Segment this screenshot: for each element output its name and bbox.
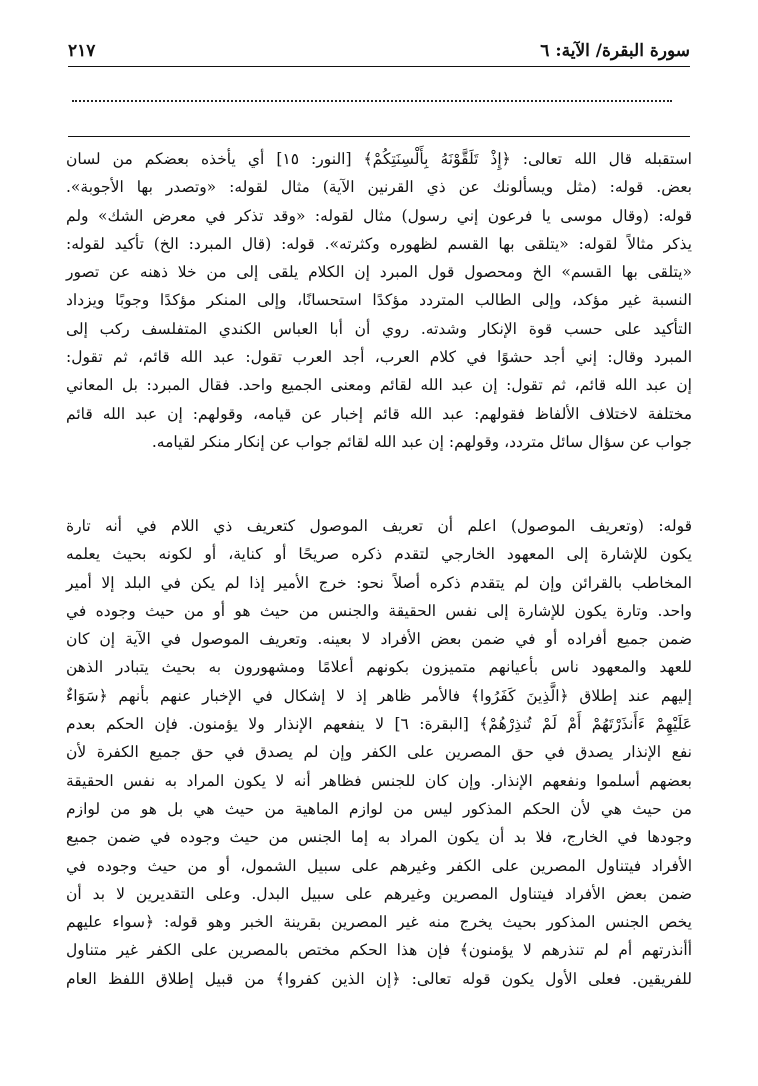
commentary-block-1 xyxy=(66,145,692,456)
text-line: عَلَيْهِمْ ءَأَنذَرْتَهُمْ أَمْ لَمْ تُنذِرْهُمْ﴾ [البقرة: ٦] لا ينفعهم الإنذار ولا يؤمنون. فإن الحكم بعدم xyxy=(66,715,692,734)
text-line: بعضهم أسلموا ونفعهم الإنذار. وإن كان للجنس فظاهر أنه لا يكون المراد به نفس الحقيقة xyxy=(66,771,692,790)
section-rule xyxy=(68,136,690,137)
text-line: الأفراد فيتناول المصرين على الكفر وغيرهم على سبيل الشمول، أو من حيث وجوده في xyxy=(66,856,692,875)
text-line: المبرد وقال: إني أجد حشوًا في كلام العرب، أجد العرب تقول: عبد الله قائم، ثم تقول: xyxy=(66,348,692,367)
text-line: قوله: (وقال موسى يا فرعون إني رسول) مثال لقوله: «وقد تذكر في معرض الشك» ولم xyxy=(66,206,692,225)
text-line: أأنذرتهم أم لم تنذرهم لا يؤمنون﴾ فإن هذا الحكم مختص بالمصرين على الكفر غير متناول xyxy=(66,941,692,960)
text-line: قوله: (وتعريف الموصول) اعلم أن تعريف الموصول كتعريف ذي اللام في أنه تارة xyxy=(66,517,692,535)
text-line: مختلفة لاختلاف الألفاظ فقولهم: عبد الله قائم إخبار عن قيامه، وقولهم: إن عبد الله قائم xyxy=(66,404,692,423)
text-line: يخص الجنس المذكور بحيث يخرج منه غير المصرين بقرينة الخبر وهو قوله: ﴿سواء عليهم xyxy=(66,913,692,932)
text-line: النسبة غير مؤكد، وإلى الطالب المتردد مؤكدًا استحسانًا، وإلى المنكر مؤكدًا وجوبًا ويزداد xyxy=(66,291,692,310)
text-line: واحد. وتارة يكون للإشارة إلى نفس الحقيقة والجنس من حيث هو أو من حيث وجوده في xyxy=(66,601,692,620)
text-line: جواب عن سؤال سائل متردد، وقولهم: إن عبد الله لقائم جواب عن إنكار منكر لقيامه. xyxy=(151,432,692,451)
running-title: سورة البقرة/ الآية: ٦ xyxy=(540,41,690,61)
text-line: المخاطب بالقرائن وإن لم يتقدم ذكره أصلاً نحو: خرج الأمير إذا لم يكن في البلد إلا أمير xyxy=(66,573,692,592)
text-line: يكون للإشارة إلى المعهود الخارجي لتقدم ذكره صريحًا أو كناية، أو لكونه بحيث يعلمه xyxy=(66,545,692,564)
header-rule xyxy=(68,66,690,67)
text-line: إن عبد الله قائم، ثم تقول: إن عبد الله لقائم ومعنى الجميع واحد. فقال المبرد: بل المعاني xyxy=(66,376,692,395)
text-line: للفريقين. فعلى الأول يكون قوله تعالى: ﴿إن الذين كفروا﴾ من قبيل إطلاق اللفظ العام xyxy=(66,969,692,988)
dotted-separator xyxy=(72,100,672,102)
page-number: ٢١٧ xyxy=(68,41,96,61)
text-line: إليهم عند إطلاق ﴿الَّذِينَ كَفَرُوا﴾ فالأمر ظاهر إذ لا إشكال في الإخبار عنهم بأنهم ﴿سَوَاءٌ xyxy=(66,686,692,705)
text-line: نفع الإنذار يصدق في حق المصرين على الكفر وإن لم يصدق في حق جميع الكفرة لأن xyxy=(66,743,692,762)
text-line: «يتلقى بها القسم» الخ ومحصول قول المبرد إن الكلام يلقى إلى من خلا ذهنه عن تصور xyxy=(66,263,692,282)
text-line: التأكيد على حسب قوة الإنكار وشدته. روي أن أبا العباس الكندي المتفلسف ركب إلى xyxy=(66,319,692,338)
text-line: استقبله قال الله تعالى: ﴿إِذْ تَلَقَّوْنَهُ بِأَلْسِنَتِكُمْ﴾ [النور: ١٥] أي يأخذه بعضكم من لسان xyxy=(66,150,692,168)
page-header xyxy=(68,36,690,66)
text-line: وجودها في الخارج، فلا بد أن يكون المراد به إما الجنس من حيث وجوده في ضمن جميع xyxy=(66,828,692,847)
text-line: للعهد والمعهود ناس بأعيانهم متميزون بكونهم أعلامًا ومشهورون به بحيث يتبادر الذهن xyxy=(66,658,692,677)
text-line: ضمن جميع أفراده أو في ضمن بعض الأفراد لا بعينه. وتعريف الموصول في الآية إن كان xyxy=(66,630,692,649)
commentary-block-2 xyxy=(66,512,692,993)
text-line: ضمن بعض الأفراد فيتناول المصرين وغيرهم على سبيل البدل. وعلى التقديرين لا بد أن xyxy=(66,884,692,903)
text-line: من حيث هي لأن الحكم المذكور ليس من لوازم الماهية من حيث هي بل هو من لوازم xyxy=(66,799,692,818)
text-line: يذكر مثالاً لقوله: «يتلقى بها القسم لظهوره وكثرته». قوله: (قال المبرد: الخ) تأكيد لقوله: xyxy=(66,234,692,253)
text-line: بعض. قوله: (مثل ويسألونك عن ذي القرنين الآية) مثال لقوله: «وتصدر بها الأجوبة». xyxy=(66,178,692,197)
